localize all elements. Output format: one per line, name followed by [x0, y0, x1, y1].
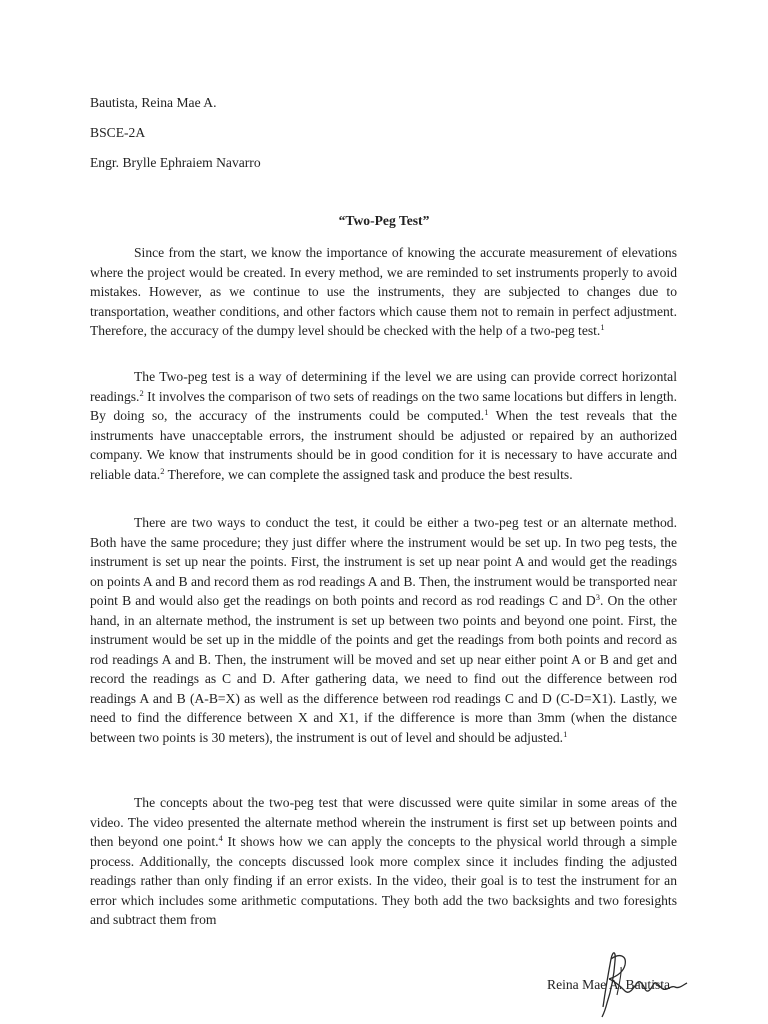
paragraph-text: Since from the start, we know the importance of knowing the accurate measurement of elevations where the project would be created. In every method, we are reminded to set instruments properly to avoid mistakes. However, as we continue to use the instruments, they are subjected to changes due to transportation, weather conditions, and other factors which cause them not to remain in perfect adjustment. Therefore, the accuracy of the dumpy level should be checked with the help of a two-peg test. [90, 245, 677, 338]
paragraph-text: When the test reveals that the instruments have unacceptable errors, the instrument should be adjusted or repaired by an authorized company. We know that instruments should be in good condition for it is necessary to have accurate and reliable data. [90, 408, 677, 482]
footnote-ref: 1 [563, 728, 568, 739]
student-section: BSCE-2A [90, 125, 146, 140]
footnote-ref: 1 [600, 322, 605, 332]
student-name: Bautista, Reina Mae A. [90, 95, 217, 110]
paragraph-text: It shows how we can apply the concepts to the physical world through a simple process. Additionally, the concepts discussed look more complex since it includes finding the adjusted readings rather than only finding if an error exists. In the video, their goal is to test the instrument for an error which includes some arithmetic computations. They both add the two backsights and two foresights and subtract them from [90, 834, 677, 927]
paragraph-text: Therefore, we can complete the assigned task and produce the best results. [164, 466, 573, 482]
paragraph-text: The concepts about the two-peg test that were discussed were quite similar in some areas of the video. The video presented the alternate method wherein the instrument is first set up between points and then beyond one point. [90, 795, 677, 849]
paragraph-text: . On the other hand, in an alternate method, the instrument is set up between two points and beyond one point. First, the instrument would be set up in the middle of the points and get the readings from both points and record as rod readings A and B. Then, the instrument will be moved and set up near either point A or B and get and record the readings as C and D. After gathering data, we need to find out the difference between rod readings A and B (A-B=X) as well as the difference between rod readings C and D (C-D=X1). Lastly, we need to find the difference between X and X1, if the difference is more than 3mm (when the distance between two points is 30 meters), the instrument is out of level and should be adjusted. [90, 593, 677, 745]
footnote-ref: 4 [218, 833, 223, 843]
footnote-ref: 2 [160, 465, 165, 476]
footnote-ref: 2 [139, 387, 144, 398]
footnote-ref: 3 [595, 592, 600, 602]
paragraph-2 [90, 367, 677, 484]
paragraph-3 [90, 513, 677, 747]
paragraph-text: It involves the comparison of two sets of readings on the two same locations but differs in length. By doing so, the accuracy of the instruments could be computed. [90, 388, 677, 423]
signatory-name: Reina Mae A. Bautista [547, 977, 671, 992]
paragraph-4 [90, 793, 677, 930]
paragraph-text: There are two ways to conduct the test, it could be either a two-peg test or an alternate method. Both have the same procedure; they just differ where the instrument would be set up. In two peg tests, the instrument is set up near the points. First, the instrument is set up near point A and would get the readings on points A and B and record them as rod readings A and B. Then, the instrument would be transported near point B and would also get the readings on both points and record as rod readings C and D [90, 515, 677, 608]
footnote-ref: 1 [484, 407, 489, 417]
paragraph-1 [90, 243, 677, 341]
document-title: “Two-Peg Test” [338, 213, 430, 228]
instructor-name: Engr. Brylle Ephraiem Navarro [90, 155, 261, 170]
paragraph-text: The Two-peg test is a way of determining if the level we are using can provide correct horizontal readings. [90, 369, 677, 404]
